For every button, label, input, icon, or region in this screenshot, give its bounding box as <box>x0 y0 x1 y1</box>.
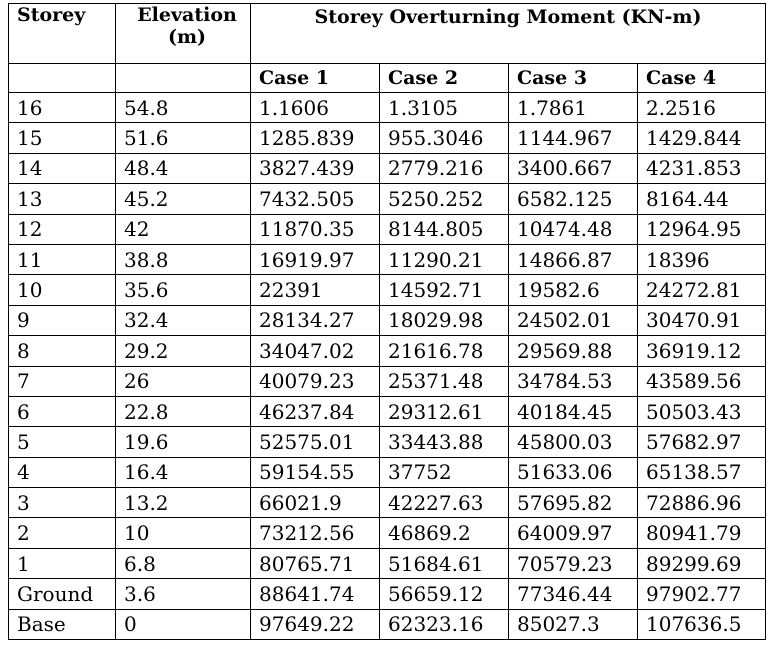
table-row <box>9 336 766 366</box>
case-2-cell: 21616.78 <box>380 336 509 366</box>
case-2-cell: 37752 <box>380 457 509 487</box>
case-3-cell: 57695.82 <box>509 488 638 518</box>
elevation-cell: 10 <box>116 518 251 548</box>
storey-cell: 15 <box>9 123 116 153</box>
case-4-cell: 30470.91 <box>638 305 766 335</box>
case-2-cell: 33443.88 <box>380 427 509 457</box>
header-elevation: Elevation (m) <box>116 4 251 64</box>
case-4-cell: 80941.79 <box>638 518 766 548</box>
case-1-cell: 11870.35 <box>251 214 380 244</box>
case-3-cell: 10474.48 <box>509 214 638 244</box>
case-2-cell: 8144.805 <box>380 214 509 244</box>
case-3-cell: 85027.3 <box>509 609 638 639</box>
elevation-cell: 32.4 <box>116 305 251 335</box>
elevation-cell: 45.2 <box>116 184 251 214</box>
table-row <box>9 366 766 396</box>
elevation-cell: 19.6 <box>116 427 251 457</box>
case-1-cell: 52575.01 <box>251 427 380 457</box>
case-1-cell: 80765.71 <box>251 548 380 578</box>
case-1-cell: 1285.839 <box>251 123 380 153</box>
storey-cell: 7 <box>9 366 116 396</box>
table-row <box>9 427 766 457</box>
storey-cell: 10 <box>9 275 116 305</box>
elevation-cell: 42 <box>116 214 251 244</box>
table-row <box>9 548 766 578</box>
elevation-cell: 35.6 <box>116 275 251 305</box>
elevation-cell: 38.8 <box>116 244 251 274</box>
case-4-cell: 72886.96 <box>638 488 766 518</box>
elevation-cell: 29.2 <box>116 336 251 366</box>
table-row <box>9 184 766 214</box>
case-4-cell: 107636.5 <box>638 609 766 639</box>
storey-cell: 8 <box>9 336 116 366</box>
case-4-cell: 2.2516 <box>638 93 766 123</box>
header-storey: Storey <box>9 4 116 64</box>
storey-cell: 12 <box>9 214 116 244</box>
case-1-cell: 46237.84 <box>251 396 380 426</box>
case-3-cell: 45800.03 <box>509 427 638 457</box>
case-1-cell: 73212.56 <box>251 518 380 548</box>
elevation-cell: 13.2 <box>116 488 251 518</box>
table-row <box>9 488 766 518</box>
case-3-cell: 1.7861 <box>509 93 638 123</box>
storey-cell: 1 <box>9 548 116 578</box>
case-2-cell: 18029.98 <box>380 305 509 335</box>
storey-cell: 4 <box>9 457 116 487</box>
storey-cell: 11 <box>9 244 116 274</box>
case-4-cell: 97902.77 <box>638 579 766 609</box>
case-1-cell: 34047.02 <box>251 336 380 366</box>
table-row <box>9 396 766 426</box>
case-2-cell: 56659.12 <box>380 579 509 609</box>
case-2-cell: 5250.252 <box>380 184 509 214</box>
case-4-cell: 65138.57 <box>638 457 766 487</box>
case-3-cell: 29569.88 <box>509 336 638 366</box>
case-2-cell: 955.3046 <box>380 123 509 153</box>
header-case-3: Case 3 <box>509 64 638 93</box>
case-4-cell: 89299.69 <box>638 548 766 578</box>
case-1-cell: 66021.9 <box>251 488 380 518</box>
storey-cell: 9 <box>9 305 116 335</box>
case-3-cell: 40184.45 <box>509 396 638 426</box>
case-1-cell: 22391 <box>251 275 380 305</box>
elevation-cell: 48.4 <box>116 153 251 183</box>
case-3-cell: 70579.23 <box>509 548 638 578</box>
storey-cell: 13 <box>9 184 116 214</box>
elevation-cell: 3.6 <box>116 579 251 609</box>
header-empty-2 <box>116 64 251 93</box>
case-3-cell: 6582.125 <box>509 184 638 214</box>
case-3-cell: 64009.97 <box>509 518 638 548</box>
case-3-cell: 34784.53 <box>509 366 638 396</box>
case-1-cell: 40079.23 <box>251 366 380 396</box>
case-2-cell: 14592.71 <box>380 275 509 305</box>
elevation-cell: 54.8 <box>116 93 251 123</box>
case-4-cell: 4231.853 <box>638 153 766 183</box>
case-1-cell: 16919.97 <box>251 244 380 274</box>
case-3-cell: 51633.06 <box>509 457 638 487</box>
case-4-cell: 36919.12 <box>638 336 766 366</box>
case-1-cell: 59154.55 <box>251 457 380 487</box>
elevation-cell: 16.4 <box>116 457 251 487</box>
storey-cell: 2 <box>9 518 116 548</box>
elevation-cell: 22.8 <box>116 396 251 426</box>
case-2-cell: 1.3105 <box>380 93 509 123</box>
case-1-cell: 97649.22 <box>251 609 380 639</box>
case-1-cell: 88641.74 <box>251 579 380 609</box>
case-4-cell: 43589.56 <box>638 366 766 396</box>
overturning-moment-table <box>8 3 766 640</box>
case-2-cell: 11290.21 <box>380 244 509 274</box>
table-row <box>9 153 766 183</box>
header-row-main <box>9 4 766 64</box>
table-row <box>9 609 766 639</box>
case-2-cell: 25371.48 <box>380 366 509 396</box>
storey-cell: Ground <box>9 579 116 609</box>
case-1-cell: 3827.439 <box>251 153 380 183</box>
storey-cell: Base <box>9 609 116 639</box>
case-2-cell: 29312.61 <box>380 396 509 426</box>
elevation-cell: 6.8 <box>116 548 251 578</box>
table-row <box>9 457 766 487</box>
header-case-2: Case 2 <box>380 64 509 93</box>
case-2-cell: 62323.16 <box>380 609 509 639</box>
case-3-cell: 1144.967 <box>509 123 638 153</box>
table-row <box>9 518 766 548</box>
storey-cell: 3 <box>9 488 116 518</box>
case-2-cell: 46869.2 <box>380 518 509 548</box>
case-4-cell: 18396 <box>638 244 766 274</box>
table-row <box>9 93 766 123</box>
case-3-cell: 3400.667 <box>509 153 638 183</box>
case-4-cell: 24272.81 <box>638 275 766 305</box>
case-3-cell: 77346.44 <box>509 579 638 609</box>
case-2-cell: 51684.61 <box>380 548 509 578</box>
case-1-cell: 7432.505 <box>251 184 380 214</box>
storey-cell: 16 <box>9 93 116 123</box>
storey-cell: 14 <box>9 153 116 183</box>
elevation-cell: 51.6 <box>116 123 251 153</box>
case-2-cell: 42227.63 <box>380 488 509 518</box>
table-row <box>9 214 766 244</box>
header-row-cases <box>9 64 766 93</box>
case-4-cell: 50503.43 <box>638 396 766 426</box>
storey-cell: 5 <box>9 427 116 457</box>
header-empty-1 <box>9 64 116 93</box>
case-4-cell: 8164.44 <box>638 184 766 214</box>
table-row <box>9 275 766 305</box>
case-1-cell: 1.1606 <box>251 93 380 123</box>
case-4-cell: 1429.844 <box>638 123 766 153</box>
table-row <box>9 244 766 274</box>
header-case-1: Case 1 <box>251 64 380 93</box>
case-2-cell: 2779.216 <box>380 153 509 183</box>
elevation-cell: 0 <box>116 609 251 639</box>
elevation-cell: 26 <box>116 366 251 396</box>
case-4-cell: 57682.97 <box>638 427 766 457</box>
case-1-cell: 28134.27 <box>251 305 380 335</box>
header-case-4: Case 4 <box>638 64 766 93</box>
case-3-cell: 19582.6 <box>509 275 638 305</box>
storey-cell: 6 <box>9 396 116 426</box>
table-body <box>9 93 766 640</box>
header-moment: Storey Overturning Moment (KN-m) <box>251 4 766 64</box>
case-3-cell: 24502.01 <box>509 305 638 335</box>
case-4-cell: 12964.95 <box>638 214 766 244</box>
table-row <box>9 123 766 153</box>
table-row <box>9 305 766 335</box>
table-row <box>9 579 766 609</box>
case-3-cell: 14866.87 <box>509 244 638 274</box>
